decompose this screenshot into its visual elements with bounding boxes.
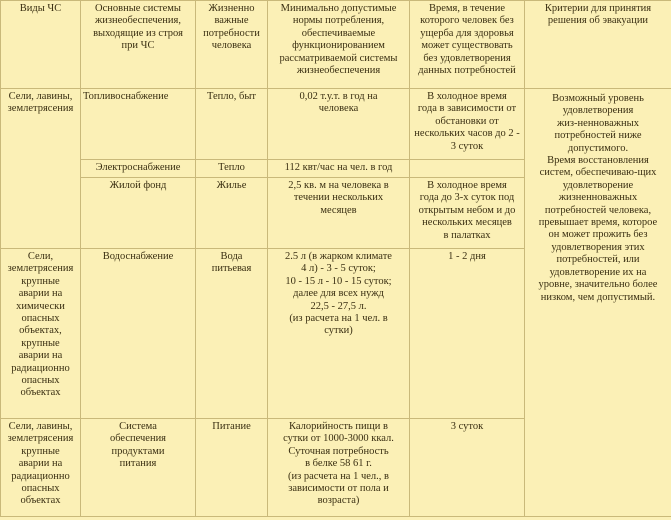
row5-need: Питание	[196, 419, 268, 517]
header-kind: Виды ЧС	[1, 1, 81, 89]
row3-time: В холодное время года до 3-х суток под открытым небом и до нескольких месяцев в палатках	[410, 178, 525, 249]
row4-need: Вода питьевая	[196, 249, 268, 419]
row5-system: Система обеспечения продуктами питания	[81, 419, 196, 517]
header-criteria: Критерии для принятия решения об эвакуации	[525, 1, 671, 89]
row2-need: Тепло	[196, 160, 268, 178]
row2-time-empty	[410, 160, 525, 178]
row2-system: Электроснабжение	[81, 160, 196, 178]
row1-system: Топливоснабжение	[81, 89, 196, 160]
row1-norm: 0,02 т.у.т. в год на человека	[268, 89, 410, 160]
row1-kind: Сели, лавины, землетрясения	[1, 89, 81, 249]
row5-kind: Сели, лавины, землетрясения крупные аварии на радиационно опасных объектах	[1, 419, 81, 517]
row5-norm: Калорийность пищи в сутки от 1000-3000 ккал. Суточная потребность в белке 58 61 г. (из расчета на 1 чел., в зависимости от пола и возраста)	[268, 419, 410, 517]
row4-system: Водоснабжение	[81, 249, 196, 419]
header-need: Жизненно важные потребности человека	[196, 1, 268, 89]
header-system: Основные системы жизнеобеспечения, выходящие из строя при ЧС	[81, 1, 196, 89]
row3-system: Жилой фонд	[81, 178, 196, 249]
header-norm: Минимально допустимые нормы потребления, обеспечиваемые функционированием рассматриваемой системы жизнеобеспечения	[268, 1, 410, 89]
row3-norm: 2,5 кв. м на человека в течении нескольких месяцев	[268, 178, 410, 249]
row4-time: 1 - 2 дня	[410, 249, 525, 419]
row3-need: Жилье	[196, 178, 268, 249]
header-time: Время, в течение которого человек без ущерба для здоровья может существовать без удовлетворения данных потребностей	[410, 1, 525, 89]
table-row	[1, 89, 671, 160]
row5-time: 3 суток	[410, 419, 525, 517]
row4-kind: Сели, землетрясения крупные аварии на химически опасных объектах, крупные аварии на радиационно опасных объектах	[1, 249, 81, 419]
header-row	[1, 1, 671, 89]
row2-norm: 112 квт/час на чел. в год	[268, 160, 410, 178]
row1-need: Тепло, быт	[196, 89, 268, 160]
criteria-cell: Возможный уровень удовлетворения жиз-ненноважных потребностей ниже допустимого. Время восстановления систем, обеспечиваю-щих удовлетворение жизненноважных потребностей человека, превышает время, которое он может прожить без удовлетворения этих потребностей, или удовлетворение их на уровне, значительно более низком, чем допустимый.	[525, 89, 671, 517]
row4-norm: 2.5 л (в жарком климате 4 л) - 3 - 5 суток; 10 - 15 л - 10 - 15 суток; далее для всех нужд 22,5 - 27,5 л. (из расчета на 1 чел. в сутки)	[268, 249, 410, 419]
row1-time: В холодное время года в зависимости от обстановки от нескольких часов до 2 - 3 суток	[410, 89, 525, 160]
